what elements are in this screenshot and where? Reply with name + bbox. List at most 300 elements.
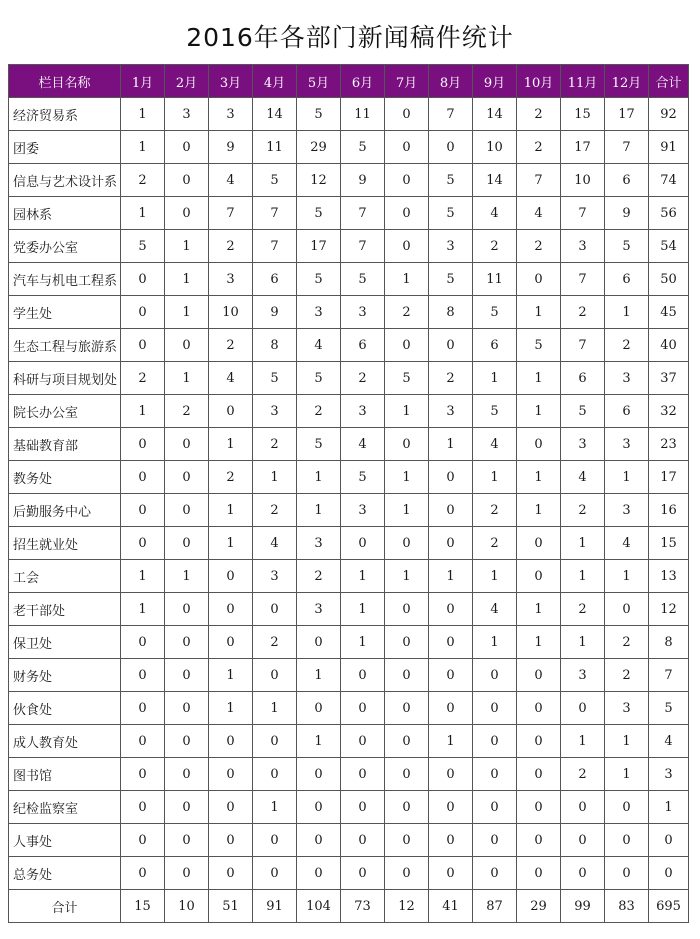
month-count-cell: 0 (165, 659, 209, 692)
month-total-cell: 29 (517, 890, 561, 923)
month-count-cell: 0 (385, 164, 429, 197)
row-total-cell: 54 (649, 230, 689, 263)
month-count-cell: 0 (429, 791, 473, 824)
table-row (9, 263, 689, 296)
month-count-cell: 0 (341, 758, 385, 791)
month-count-cell: 1 (517, 395, 561, 428)
month-count-cell: 1 (121, 560, 165, 593)
month-count-cell: 0 (429, 626, 473, 659)
month-count-cell: 9 (605, 197, 649, 230)
month-count-cell: 4 (473, 428, 517, 461)
month-count-cell: 3 (429, 395, 473, 428)
month-count-cell: 6 (341, 329, 385, 362)
month-count-cell: 0 (385, 593, 429, 626)
table-row (9, 494, 689, 527)
table-header-row (9, 65, 689, 98)
month-count-cell: 0 (385, 857, 429, 890)
month-count-cell: 1 (121, 98, 165, 131)
department-name-cell: 纪检监察室 (9, 791, 121, 824)
month-count-cell: 0 (385, 428, 429, 461)
month-count-cell: 5 (341, 131, 385, 164)
department-name-cell: 财务处 (9, 659, 121, 692)
month-count-cell: 15 (561, 98, 605, 131)
month-count-cell: 6 (561, 362, 605, 395)
month-count-cell: 2 (253, 626, 297, 659)
month-count-cell: 7 (341, 197, 385, 230)
month-count-cell: 0 (121, 296, 165, 329)
month-count-cell: 1 (605, 758, 649, 791)
row-total-cell: 74 (649, 164, 689, 197)
month-count-cell: 10 (473, 131, 517, 164)
month-count-cell: 1 (429, 725, 473, 758)
row-total-cell: 32 (649, 395, 689, 428)
month-count-cell: 2 (605, 329, 649, 362)
month-count-cell: 0 (429, 494, 473, 527)
month-count-cell: 0 (385, 758, 429, 791)
month-count-cell: 1 (429, 560, 473, 593)
month-count-cell: 12 (297, 164, 341, 197)
month-count-cell: 14 (473, 164, 517, 197)
month-count-cell: 0 (121, 824, 165, 857)
department-name-cell: 团委 (9, 131, 121, 164)
month-count-cell: 0 (165, 329, 209, 362)
month-count-cell: 0 (473, 824, 517, 857)
month-count-cell: 0 (517, 428, 561, 461)
month-count-cell: 2 (473, 230, 517, 263)
month-count-cell: 11 (473, 263, 517, 296)
month-count-cell: 0 (473, 758, 517, 791)
row-total-cell: 5 (649, 692, 689, 725)
month-total-cell: 91 (253, 890, 297, 923)
month-count-cell: 2 (253, 428, 297, 461)
month-total-cell: 41 (429, 890, 473, 923)
month-count-cell: 0 (209, 593, 253, 626)
month-count-cell: 9 (253, 296, 297, 329)
month-count-cell: 6 (253, 263, 297, 296)
month-count-cell: 0 (429, 593, 473, 626)
department-name-cell: 招生就业处 (9, 527, 121, 560)
month-count-cell: 0 (209, 395, 253, 428)
column-header-month: 12月 (605, 65, 649, 98)
month-count-cell: 0 (473, 725, 517, 758)
month-count-cell: 2 (209, 230, 253, 263)
month-count-cell: 7 (561, 197, 605, 230)
row-total-cell: 50 (649, 263, 689, 296)
month-count-cell: 3 (341, 494, 385, 527)
department-name-cell: 经济贸易系 (9, 98, 121, 131)
month-count-cell: 0 (561, 824, 605, 857)
month-count-cell: 1 (165, 296, 209, 329)
month-count-cell: 0 (165, 131, 209, 164)
row-total-cell: 3 (649, 758, 689, 791)
month-count-cell: 1 (561, 527, 605, 560)
month-count-cell: 4 (209, 164, 253, 197)
table-row (9, 659, 689, 692)
month-count-cell: 14 (473, 98, 517, 131)
month-count-cell: 0 (165, 164, 209, 197)
month-count-cell: 11 (341, 98, 385, 131)
month-count-cell: 5 (253, 362, 297, 395)
month-count-cell: 3 (429, 230, 473, 263)
month-count-cell: 1 (605, 725, 649, 758)
column-header-month: 2月 (165, 65, 209, 98)
month-count-cell: 0 (561, 857, 605, 890)
month-count-cell: 0 (165, 725, 209, 758)
month-count-cell: 0 (209, 560, 253, 593)
department-name-cell: 党委办公室 (9, 230, 121, 263)
row-total-cell: 0 (649, 824, 689, 857)
month-count-cell: 29 (297, 131, 341, 164)
month-count-cell: 5 (297, 362, 341, 395)
department-name-cell: 成人教育处 (9, 725, 121, 758)
month-count-cell: 3 (209, 98, 253, 131)
month-count-cell: 0 (297, 692, 341, 725)
month-count-cell: 0 (121, 494, 165, 527)
month-count-cell: 5 (341, 263, 385, 296)
month-count-cell: 1 (605, 560, 649, 593)
month-count-cell: 1 (165, 230, 209, 263)
month-count-cell: 0 (429, 857, 473, 890)
month-count-cell: 0 (517, 725, 561, 758)
month-count-cell: 7 (341, 230, 385, 263)
month-count-cell: 1 (297, 659, 341, 692)
month-count-cell: 7 (605, 131, 649, 164)
month-count-cell: 2 (429, 362, 473, 395)
month-count-cell: 0 (517, 527, 561, 560)
month-count-cell: 3 (297, 296, 341, 329)
row-total-cell: 92 (649, 98, 689, 131)
month-count-cell: 0 (605, 824, 649, 857)
department-name-cell: 汽车与机电工程系 (9, 263, 121, 296)
month-count-cell: 0 (517, 263, 561, 296)
table-row (9, 197, 689, 230)
month-count-cell: 5 (253, 164, 297, 197)
column-header-month: 9月 (473, 65, 517, 98)
month-count-cell: 3 (297, 527, 341, 560)
month-count-cell: 0 (253, 659, 297, 692)
table-body (9, 98, 689, 890)
month-count-cell: 5 (121, 230, 165, 263)
month-count-cell: 1 (341, 560, 385, 593)
month-count-cell: 5 (341, 461, 385, 494)
row-total-cell: 45 (649, 296, 689, 329)
month-count-cell: 5 (605, 230, 649, 263)
column-header-month: 8月 (429, 65, 473, 98)
table-row (9, 164, 689, 197)
month-count-cell: 0 (209, 824, 253, 857)
month-count-cell: 0 (165, 626, 209, 659)
month-total-cell: 51 (209, 890, 253, 923)
month-count-cell: 5 (385, 362, 429, 395)
month-count-cell: 0 (385, 230, 429, 263)
column-header-month: 10月 (517, 65, 561, 98)
month-count-cell: 2 (297, 560, 341, 593)
month-count-cell: 0 (429, 329, 473, 362)
department-name-cell: 学生处 (9, 296, 121, 329)
month-count-cell: 1 (429, 428, 473, 461)
month-count-cell: 0 (385, 824, 429, 857)
month-count-cell: 0 (121, 725, 165, 758)
month-count-cell: 1 (517, 593, 561, 626)
month-count-cell: 0 (209, 626, 253, 659)
month-count-cell: 5 (517, 329, 561, 362)
month-count-cell: 5 (473, 296, 517, 329)
month-count-cell: 1 (385, 395, 429, 428)
department-name-cell: 科研与项目规划处 (9, 362, 121, 395)
month-count-cell: 0 (121, 692, 165, 725)
month-count-cell: 8 (253, 329, 297, 362)
month-count-cell: 3 (341, 296, 385, 329)
department-name-cell: 生态工程与旅游系 (9, 329, 121, 362)
month-count-cell: 6 (605, 395, 649, 428)
month-count-cell: 0 (385, 626, 429, 659)
month-count-cell: 0 (385, 131, 429, 164)
month-count-cell: 1 (165, 362, 209, 395)
month-count-cell: 5 (297, 428, 341, 461)
month-count-cell: 0 (429, 461, 473, 494)
month-count-cell: 0 (429, 659, 473, 692)
month-count-cell: 0 (341, 659, 385, 692)
row-total-cell: 56 (649, 197, 689, 230)
month-count-cell: 4 (473, 197, 517, 230)
month-count-cell: 0 (429, 692, 473, 725)
month-count-cell: 3 (561, 659, 605, 692)
month-count-cell: 4 (561, 461, 605, 494)
row-total-cell: 0 (649, 857, 689, 890)
month-count-cell: 1 (209, 527, 253, 560)
month-count-cell: 0 (385, 725, 429, 758)
month-count-cell: 0 (165, 461, 209, 494)
month-count-cell: 0 (253, 758, 297, 791)
month-count-cell: 0 (385, 329, 429, 362)
month-count-cell: 0 (165, 824, 209, 857)
month-count-cell: 10 (209, 296, 253, 329)
month-count-cell: 0 (605, 857, 649, 890)
month-count-cell: 1 (253, 791, 297, 824)
month-count-cell: 6 (473, 329, 517, 362)
month-count-cell: 1 (385, 560, 429, 593)
table-row (9, 461, 689, 494)
month-count-cell: 0 (165, 428, 209, 461)
month-count-cell: 0 (297, 758, 341, 791)
month-count-cell: 14 (253, 98, 297, 131)
row-total-cell: 8 (649, 626, 689, 659)
month-count-cell: 5 (429, 197, 473, 230)
month-count-cell: 1 (561, 626, 605, 659)
row-total-cell: 16 (649, 494, 689, 527)
department-name-cell: 保卫处 (9, 626, 121, 659)
month-count-cell: 2 (209, 461, 253, 494)
table-row (9, 692, 689, 725)
month-count-cell: 0 (253, 857, 297, 890)
table-row (9, 329, 689, 362)
month-count-cell: 8 (429, 296, 473, 329)
month-count-cell: 2 (165, 395, 209, 428)
month-count-cell: 0 (605, 593, 649, 626)
month-count-cell: 3 (209, 263, 253, 296)
month-count-cell: 3 (297, 593, 341, 626)
month-count-cell: 9 (341, 164, 385, 197)
month-total-cell: 15 (121, 890, 165, 923)
month-count-cell: 1 (517, 461, 561, 494)
department-name-cell: 老干部处 (9, 593, 121, 626)
totals-label-cell: 合计 (9, 890, 121, 923)
month-count-cell: 0 (121, 758, 165, 791)
month-count-cell: 0 (517, 791, 561, 824)
month-count-cell: 0 (165, 857, 209, 890)
department-name-cell: 院长办公室 (9, 395, 121, 428)
month-total-cell: 12 (385, 890, 429, 923)
month-count-cell: 0 (561, 692, 605, 725)
month-count-cell: 3 (341, 395, 385, 428)
column-header-month: 11月 (561, 65, 605, 98)
month-count-cell: 3 (605, 362, 649, 395)
month-count-cell: 2 (253, 494, 297, 527)
month-count-cell: 0 (209, 857, 253, 890)
month-count-cell: 0 (385, 659, 429, 692)
table-row (9, 791, 689, 824)
month-count-cell: 4 (297, 329, 341, 362)
month-count-cell: 0 (429, 824, 473, 857)
month-count-cell: 0 (385, 791, 429, 824)
statistics-table (8, 64, 689, 923)
month-count-cell: 1 (253, 461, 297, 494)
month-count-cell: 5 (297, 197, 341, 230)
column-header-total: 合计 (649, 65, 689, 98)
month-count-cell: 0 (341, 857, 385, 890)
month-count-cell: 2 (561, 494, 605, 527)
month-count-cell: 1 (209, 692, 253, 725)
department-name-cell: 人事处 (9, 824, 121, 857)
page-title: 2016年各部门新闻稿件统计 (186, 23, 514, 52)
department-name-cell: 信息与艺术设计系 (9, 164, 121, 197)
row-total-cell: 23 (649, 428, 689, 461)
month-count-cell: 0 (473, 791, 517, 824)
month-count-cell: 2 (605, 626, 649, 659)
month-count-cell: 0 (121, 428, 165, 461)
table-row (9, 758, 689, 791)
month-count-cell: 0 (121, 659, 165, 692)
month-count-cell: 1 (209, 428, 253, 461)
month-count-cell: 0 (473, 692, 517, 725)
column-header-month: 6月 (341, 65, 385, 98)
month-count-cell: 1 (561, 725, 605, 758)
month-count-cell: 5 (297, 263, 341, 296)
month-count-cell: 1 (605, 296, 649, 329)
month-count-cell: 1 (165, 560, 209, 593)
month-count-cell: 1 (561, 560, 605, 593)
month-total-cell: 87 (473, 890, 517, 923)
month-count-cell: 1 (517, 362, 561, 395)
month-count-cell: 0 (253, 725, 297, 758)
month-count-cell: 0 (517, 857, 561, 890)
month-count-cell: 0 (517, 560, 561, 593)
month-count-cell: 1 (517, 626, 561, 659)
grand-total-cell: 695 (649, 890, 689, 923)
month-count-cell: 2 (341, 362, 385, 395)
month-count-cell: 1 (209, 494, 253, 527)
month-count-cell: 3 (605, 692, 649, 725)
row-total-cell: 17 (649, 461, 689, 494)
month-count-cell: 4 (605, 527, 649, 560)
month-count-cell: 1 (165, 263, 209, 296)
month-count-cell: 1 (473, 362, 517, 395)
month-count-cell: 0 (385, 197, 429, 230)
month-count-cell: 1 (297, 725, 341, 758)
month-count-cell: 0 (121, 263, 165, 296)
month-total-cell: 10 (165, 890, 209, 923)
month-count-cell: 0 (165, 692, 209, 725)
month-count-cell: 0 (429, 527, 473, 560)
month-count-cell: 2 (561, 593, 605, 626)
month-count-cell: 0 (429, 758, 473, 791)
month-count-cell: 0 (121, 461, 165, 494)
month-total-cell: 99 (561, 890, 605, 923)
month-count-cell: 0 (165, 593, 209, 626)
month-count-cell: 7 (517, 164, 561, 197)
table-row (9, 131, 689, 164)
month-count-cell: 0 (253, 824, 297, 857)
month-count-cell: 3 (561, 230, 605, 263)
month-count-cell: 2 (121, 362, 165, 395)
row-total-cell: 1 (649, 791, 689, 824)
row-total-cell: 12 (649, 593, 689, 626)
month-count-cell: 0 (517, 758, 561, 791)
row-total-cell: 37 (649, 362, 689, 395)
column-header-month: 1月 (121, 65, 165, 98)
month-count-cell: 2 (473, 494, 517, 527)
month-count-cell: 0 (517, 659, 561, 692)
month-count-cell: 0 (605, 791, 649, 824)
month-count-cell: 9 (209, 131, 253, 164)
month-count-cell: 3 (253, 560, 297, 593)
month-count-cell: 0 (165, 791, 209, 824)
month-count-cell: 0 (517, 824, 561, 857)
table-row (9, 230, 689, 263)
month-count-cell: 0 (385, 692, 429, 725)
month-count-cell: 0 (473, 857, 517, 890)
table-row (9, 98, 689, 131)
month-count-cell: 0 (297, 824, 341, 857)
month-count-cell: 0 (165, 197, 209, 230)
row-total-cell: 7 (649, 659, 689, 692)
month-total-cell: 73 (341, 890, 385, 923)
month-count-cell: 1 (121, 131, 165, 164)
month-count-cell: 1 (121, 197, 165, 230)
month-count-cell: 2 (473, 527, 517, 560)
month-count-cell: 7 (253, 230, 297, 263)
month-count-cell: 1 (121, 395, 165, 428)
row-total-cell: 40 (649, 329, 689, 362)
month-count-cell: 1 (297, 494, 341, 527)
totals-row (9, 890, 689, 923)
month-count-cell: 0 (297, 791, 341, 824)
month-count-cell: 0 (121, 527, 165, 560)
month-count-cell: 2 (385, 296, 429, 329)
month-count-cell: 1 (385, 263, 429, 296)
row-total-cell: 13 (649, 560, 689, 593)
month-count-cell: 2 (561, 296, 605, 329)
department-name-cell: 工会 (9, 560, 121, 593)
month-count-cell: 1 (297, 461, 341, 494)
month-count-cell: 0 (385, 527, 429, 560)
month-count-cell: 2 (209, 329, 253, 362)
table-row (9, 593, 689, 626)
month-count-cell: 3 (605, 494, 649, 527)
month-count-cell: 3 (165, 98, 209, 131)
column-header-month: 7月 (385, 65, 429, 98)
month-count-cell: 0 (341, 527, 385, 560)
